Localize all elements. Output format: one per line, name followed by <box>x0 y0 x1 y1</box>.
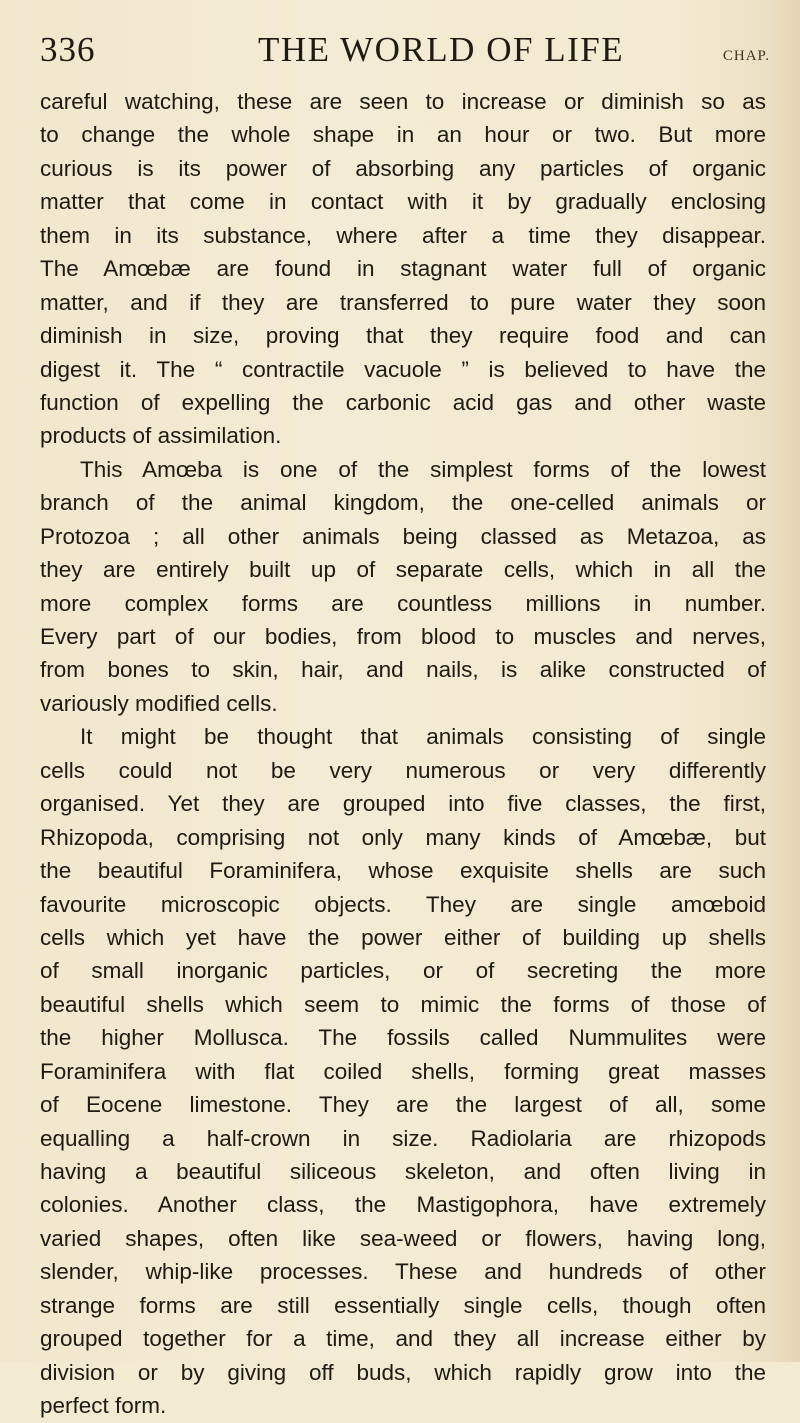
text-line: to change the whole shape in an hour or two. But more <box>40 122 766 148</box>
text-line: from bones to skin, hair, and nails, is alike constructed of <box>40 657 766 683</box>
chapter-mark: CHAP. <box>722 48 770 64</box>
text-line: organised. Yet they are grouped into five classes, the first, <box>40 791 766 817</box>
text-line: Every part of our bodies, from blood to muscles and nerves, <box>40 624 766 649</box>
text-line: equalling a half-crown in size. Radiolaria are rhizopods <box>40 1125 766 1151</box>
text-line: them in its substance, where after a time they disappear. <box>40 222 766 248</box>
text-line: Rhizopoda, comprising not only many kinds of Amœbæ, but <box>40 824 766 850</box>
paragraph-end-line: products of assimilation. <box>40 423 282 449</box>
text-line: strange forms are still essentially single cells, though often <box>40 1292 766 1318</box>
text-line: function of expelling the carbonic acid gas and other waste <box>40 389 766 415</box>
text-line: curious is its power of absorbing any particles of organic <box>40 155 766 181</box>
paragraph-end-line: perfect form. <box>40 1393 167 1419</box>
text-line: grouped together for a time, and they all increase either by <box>40 1326 766 1352</box>
text-line: division or by giving off buds, which rapidly grow into the <box>40 1359 766 1385</box>
page-header <box>40 22 770 72</box>
body-text <box>40 85 766 1423</box>
text-line: the beautiful Foraminifera, whose exquisite shells are such <box>40 858 766 884</box>
paragraph-first-line: This Amœba is one of the simplest forms of the lowest <box>80 456 766 482</box>
paragraph-end-line: variously modified cells. <box>40 690 278 716</box>
text-line: beautiful shells which seem to mimic the forms of those of <box>40 991 766 1017</box>
paragraph-first-line: It might be thought that animals consisting of single <box>80 724 766 750</box>
text-line: varied shapes, often like sea-weed or flowers, having long, <box>40 1225 766 1251</box>
text-line: favourite microscopic objects. They are single amœboid <box>40 891 766 917</box>
text-line: careful watching, these are seen to increase or diminish so as <box>40 89 766 114</box>
text-line: having a beautiful siliceous skeleton, and often living in <box>40 1159 766 1184</box>
text-line: matter that come in contact with it by gradually enclosing <box>40 189 766 215</box>
text-line: Protozoa ; all other animals being classed as Metazoa, as <box>40 523 766 549</box>
text-line: Foraminifera with flat coiled shells, forming great masses <box>40 1058 766 1084</box>
text-line: diminish in size, proving that they require food and can <box>40 323 766 349</box>
text-line: they are entirely built up of separate cells, which in all the <box>40 557 766 583</box>
running-title: THE WORLD OF LIFE <box>258 30 625 69</box>
text-line: of small inorganic particles, or of secreting the more <box>40 958 766 984</box>
text-line: digest it. The “ contractile vacuole ” is believed to have the <box>40 356 766 382</box>
text-line: the higher Mollusca. The fossils called Nummulites were <box>40 1025 766 1051</box>
text-line: colonies. Another class, the Mastigophora, have extremely <box>40 1192 766 1218</box>
text-line: The Amœbæ are found in stagnant water full of organic <box>40 256 766 282</box>
text-line: slender, whip-like processes. These and hundreds of other <box>40 1259 766 1285</box>
text-line: of Eocene limestone. They are the largest of all, some <box>40 1092 766 1118</box>
text-line: cells could not be very numerous or very differently <box>40 757 766 783</box>
text-line: matter, and if they are transferred to pure water they soon <box>40 289 766 315</box>
text-line: cells which yet have the power either of building up shells <box>40 924 766 950</box>
text-line: branch of the animal kingdom, the one-celled animals or <box>40 490 766 516</box>
page-number: 336 <box>40 30 96 69</box>
text-line: more complex forms are countless millions in number. <box>40 590 766 616</box>
